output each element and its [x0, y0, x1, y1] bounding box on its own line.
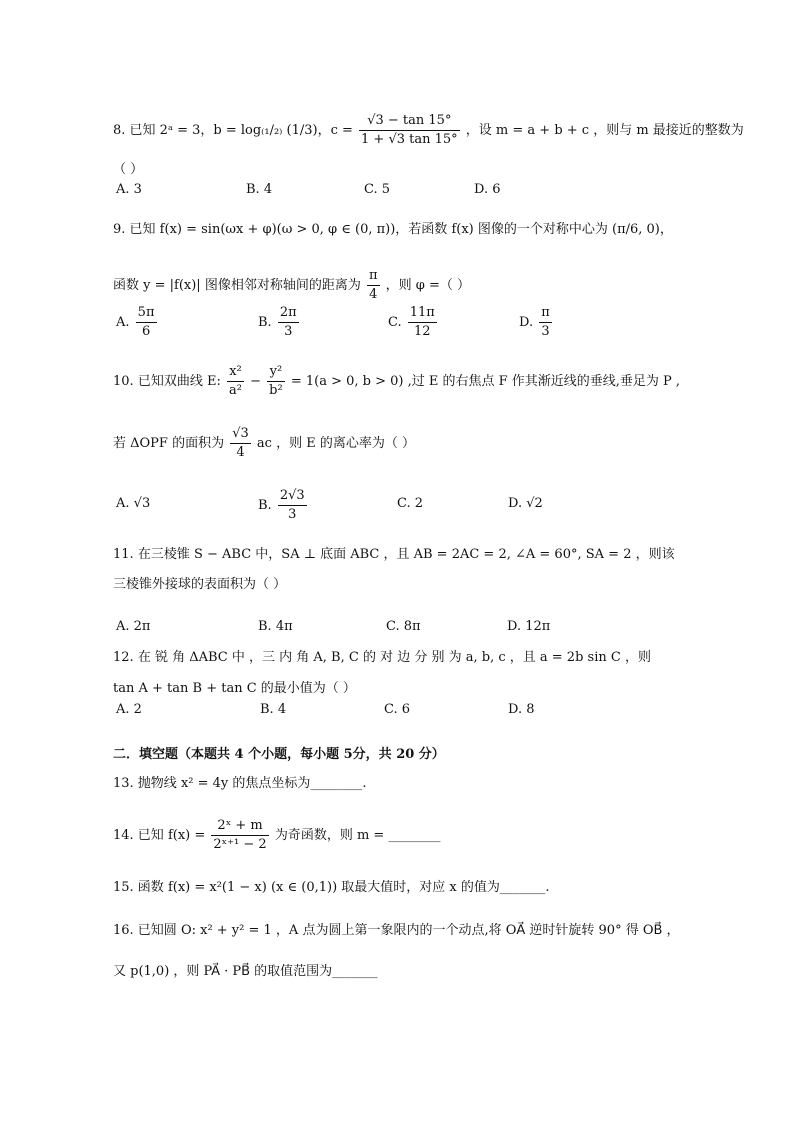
q12-line1: [113, 650, 651, 666]
q11-option-a: A. 2π: [116, 619, 151, 634]
q10-line2: [113, 426, 415, 461]
q10-option-b-label: B.: [258, 498, 272, 513]
q9-line1: [113, 222, 673, 238]
q9-distance-den: 4: [369, 287, 378, 302]
q9-option-a: [116, 305, 159, 340]
q9-option-a-den: 6: [141, 324, 151, 339]
q11-text-1: 在三棱锥 S − ABC 中，SA ⊥ 底面 ABC ，且 AB = 2AC = 2, ∠A = 60°, SA = 2 ，则该: [137, 547, 675, 562]
q10-option-d-label: D.: [508, 496, 523, 511]
q9-option-c-label: C.: [388, 315, 402, 330]
q11-number: 11.: [113, 547, 134, 562]
q10-line1: [113, 364, 680, 399]
q10-y-den: b²: [269, 383, 283, 398]
q8-c-numerator: √3 − tan 15°: [359, 113, 460, 131]
q9-distance-fraction: [367, 268, 380, 303]
q10-area-den: 4: [236, 445, 245, 460]
q10-option-a: [116, 496, 150, 512]
q15-text: 15. 函数 f(x) = x²(1 − x) (x ∈ (0,1)) 取最大值时，对应 x 的值为_______.: [113, 880, 550, 895]
q9-option-a-label: A.: [116, 315, 130, 330]
q9-option-d: [519, 305, 554, 340]
q10-option-a-value: √3: [133, 496, 151, 511]
q9-option-b-den: 3: [284, 324, 293, 339]
q10-option-c-label: C.: [397, 496, 411, 511]
q10-option-c-value: 2: [414, 496, 424, 511]
q9-option-c: [388, 305, 439, 340]
q10-text-1b: = 1(a > 0, b > 0) ,过 E 的右焦点 F 作其渐近线的垂线,垂足为 P ,: [290, 374, 681, 389]
q9-text-1: 已知 f(x) = sin(ωx + φ)(ω > 0, φ ∈ (0, π))，若函数 f(x) 图像的一个对称中心为 (π/6, 0)，: [129, 222, 673, 237]
q8-bracket: （ ）: [113, 162, 144, 177]
q12-option-a: A. 2: [116, 702, 142, 717]
q11-option-b: B. 4π: [258, 619, 293, 634]
q9-option-c-num: 11π: [408, 305, 437, 323]
q8-c-fraction: [359, 113, 460, 148]
q10-area-num: √3: [230, 426, 251, 444]
q8-option-a: A. 3: [116, 182, 142, 197]
q10-option-b-den: 3: [288, 507, 297, 522]
q9-option-a-num: 5π: [136, 305, 157, 323]
q13-text: 13. 抛物线 x² = 4y 的焦点坐标为________.: [113, 776, 367, 791]
q16-line2: 又 p(1,0) ，则 PA⃗ · PB⃗ 的取值范围为_______: [113, 964, 378, 979]
q11-line1: [113, 547, 675, 563]
q10-option-c: [397, 496, 423, 512]
q11-option-c: C. 8π: [386, 619, 421, 634]
q12-option-d: D. 8: [508, 702, 535, 717]
q8-c-denominator: 1 + √3 tan 15°: [361, 132, 458, 147]
q12-option-b: B. 4: [260, 702, 287, 717]
q8-option-b: B. 4: [246, 182, 273, 197]
q14-num: 2ˣ + m: [211, 818, 268, 836]
q10-text-1a: 已知双曲线 E:: [137, 374, 221, 389]
q14-line: [113, 818, 440, 853]
q9-option-b-num: 2π: [278, 305, 299, 323]
q10-x-den: a²: [228, 383, 242, 398]
q8-stem-b: ，设 m = a + b + c ，则与 m 最接近的整数为: [465, 123, 744, 138]
q10-option-a-label: A.: [116, 496, 130, 511]
q12-option-c: C. 6: [384, 702, 411, 717]
q10-option-d: [508, 496, 543, 512]
q16-line1: 16. 已知圆 O: x² + y² = 1 ，A 点为圆上第一象限内的一个动点,将 OA⃗ 逆时针旋转 90° 得 OB⃗ ，: [113, 923, 680, 938]
q9-option-d-num: π: [539, 305, 552, 323]
q9-distance-num: π: [367, 268, 380, 286]
q8-stem-a: 已知 2ᵃ = 3，b = log₍₁/₂₎ (1/3)，c =: [129, 123, 353, 138]
q10-option-b: [258, 488, 309, 523]
q10-text-2a: 若 ΔOPF 的面积为: [113, 436, 225, 451]
q10-text-2b: ac ，则 E 的离心率为（ ）: [256, 436, 415, 451]
q9-option-b-label: B.: [258, 315, 272, 330]
q14-den: 2ˣ⁺¹ − 2: [213, 837, 267, 852]
section-heading: 二．填空题（本题共 4 个小题，每小题 5分，共 20 分）: [113, 747, 445, 762]
q10-option-d-value: √2: [526, 496, 543, 511]
q10-y-num: y²: [267, 364, 285, 382]
q10-minus: −: [250, 374, 261, 389]
q14-text-a: 14. 已知 f(x) =: [113, 828, 206, 843]
q8-option-d: D. 6: [474, 182, 501, 197]
q10-option-b-num: 2√3: [278, 488, 307, 506]
q14-text-b: 为奇函数，则 m = ________: [274, 828, 441, 843]
q9-option-d-den: 3: [541, 324, 550, 339]
q12-number: 12.: [113, 650, 134, 665]
q11-option-d: D. 12π: [507, 619, 551, 634]
q10-x-num: x²: [227, 364, 244, 382]
q9-number: 9.: [113, 222, 126, 237]
q9-option-b: [258, 305, 301, 340]
q8-option-c: C. 5: [364, 182, 391, 197]
q9-text-2a: 函数 y = |f(x)| 图像相邻对称轴间的距离为: [113, 278, 361, 293]
q9-option-c-den: 12: [414, 324, 431, 339]
q8-line1: [113, 113, 744, 148]
q9-line2: [113, 268, 470, 303]
q11-line2: 三棱锥外接球的表面积为（ ）: [113, 577, 287, 592]
q9-option-d-label: D.: [519, 315, 534, 330]
q9-text-2b: ，则 φ =（ ）: [385, 278, 471, 293]
q12-text-1: 在 锐 角 ΔABC 中 ，三 内 角 A, B, C 的 对 边 分 别 为 a, b, c ，且 a = 2b sin C ，则: [137, 650, 651, 665]
q12-line2: tan A + tan B + tan C 的最小值为（ ）: [113, 681, 356, 696]
q10-number: 10.: [113, 374, 134, 389]
q8-number: 8.: [113, 123, 126, 138]
